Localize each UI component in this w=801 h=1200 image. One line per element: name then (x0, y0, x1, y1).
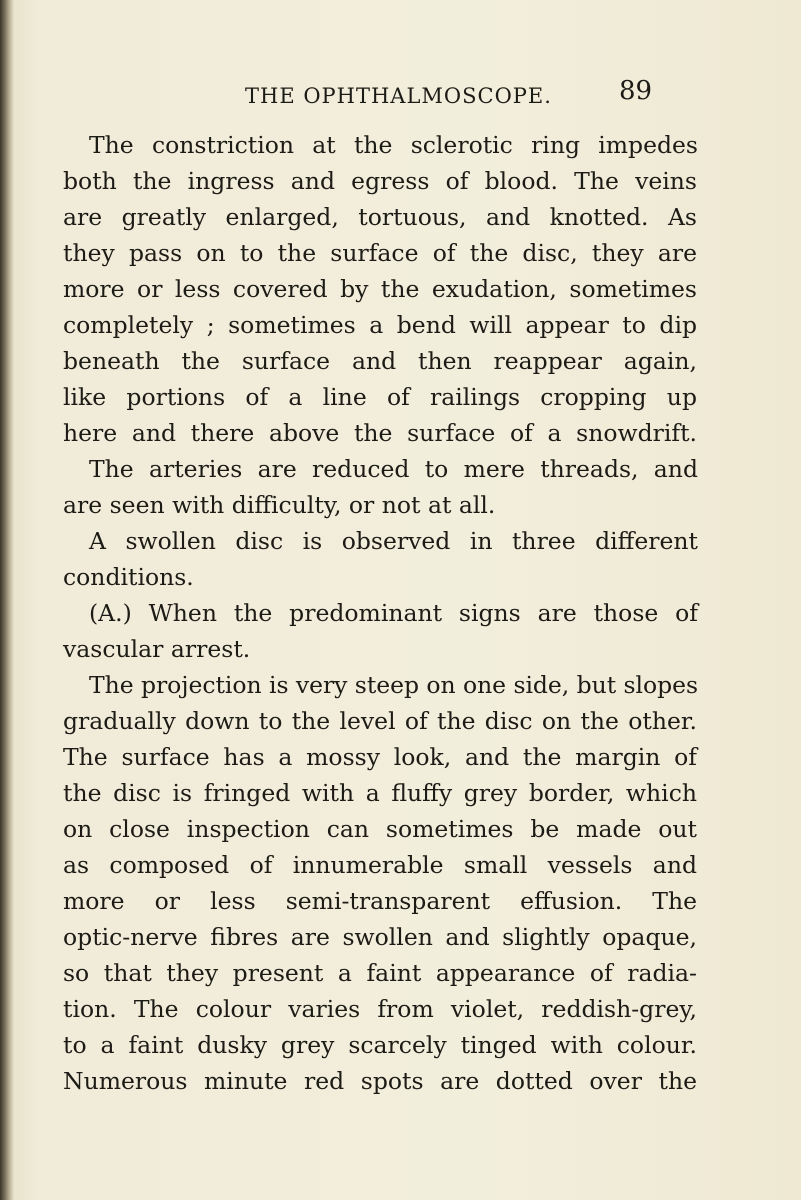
text-line: here and there above the surface of a snowdrift. (63, 419, 697, 447)
text-line: optic-nerve fibres are swollen and slightly opaque, (63, 923, 697, 951)
text-line: like portions of a line of railings cropping up (63, 383, 697, 411)
text-line: on close inspection can sometimes be made out (63, 815, 697, 843)
text-line: they pass on to the surface of the disc, they are (63, 239, 697, 267)
text-line: The projection is very steep on one side, but slopes (89, 671, 698, 699)
text-line: are greatly enlarged, tortuous, and knotted. As (63, 203, 697, 231)
text-line: The surface has a mossy look, and the margin of (63, 743, 697, 771)
running-head: THE OPHTHALMOSCOPE. (245, 84, 552, 108)
text-line: the disc is fringed with a fluffy grey border, which (63, 779, 697, 807)
text-line: tion. The colour varies from violet, reddish-grey, (63, 995, 697, 1023)
text-line: more or less covered by the exudation, sometimes (63, 275, 697, 303)
text-line: vascular arrest. (63, 635, 251, 663)
page-binding-edge (0, 0, 14, 1200)
text-line: to a faint dusky grey scarcely tinged with colour. (63, 1031, 697, 1059)
text-line: conditions. (63, 563, 194, 591)
page-number: 89 (619, 76, 653, 106)
text-line: as composed of innumerable small vessels and (63, 851, 697, 879)
text-line: so that they present a faint appearance of radia- (63, 959, 697, 987)
text-line: gradually down to the level of the disc on the other. (63, 707, 697, 735)
text-line: Numerous minute red spots are dotted over the (63, 1067, 697, 1095)
text-line: completely ; sometimes a bend will appear to dip (63, 311, 697, 339)
page-header (0, 78, 801, 118)
text-line: A swollen disc is observed in three different (89, 527, 698, 555)
text-line: are seen with difficulty, or not at all. (63, 491, 496, 519)
text-line: The arteries are reduced to mere threads, and (89, 455, 698, 483)
text-line: The constriction at the sclerotic ring impedes (89, 131, 698, 159)
text-line: more or less semi-transparent effusion. The (63, 887, 697, 915)
text-line: (A.) When the predominant signs are those of (89, 599, 698, 627)
text-line: beneath the surface and then reappear again, (63, 347, 697, 375)
text-line: both the ingress and egress of blood. The veins (63, 167, 697, 195)
